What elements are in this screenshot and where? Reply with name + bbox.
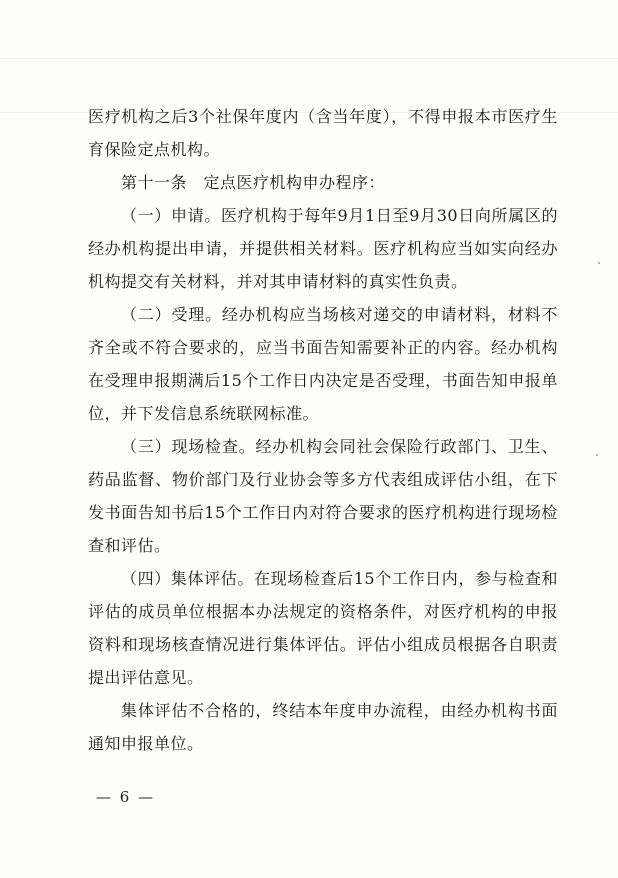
paragraph-continuation: 医疗机构之后3个社保年度内（含当年度），不得申报本市医疗生育保险定点机构。: [88, 107, 558, 159]
body-text: [88, 100, 558, 760]
scan-speck: [596, 454, 598, 456]
paragraph-collective-assessment: （四）集体评估。在现场检查后15个工作日内，参与检查和评估的成员单位根据本办法规定的资格条件，对医疗机构的申报资料和现场核查情况进行集体评估。评估小组成员根据各自职责提出评估意见。: [88, 569, 558, 687]
paragraph-application: （一）申请。医疗机构于每年9月1日至9月30日向所属区的经办机构提出申请，并提供相关材料。医疗机构应当如实向经办机构提交有关材料，并对其申请材料的真实性负责。: [88, 206, 558, 291]
page-number: — 6 —: [96, 788, 156, 806]
scan-artifact-line: [0, 58, 618, 59]
scan-speck: [598, 262, 600, 264]
paragraph-acceptance: （二）受理。经办机构应当场核对递交的申请材料，材料不齐全或不符合要求的，应当书面告知需要补正的内容。经办机构在受理申报期满后15个工作日内决定是否受理，书面告知申报单位，并下发信息系统联网标准。: [88, 305, 558, 423]
paragraph-site-inspection: （三）现场检查。经办机构会同社会保险行政部门、卫生、药品监督、物价部门及行业协会等多方代表组成评估小组，在下发书面告知书后15个工作日内对符合要求的医疗机构进行现场检查和评估。: [88, 437, 558, 555]
paragraph-assessment-failure: 集体评估不合格的，终结本年度申办流程，由经办机构书面通知申报单位。: [88, 701, 558, 753]
article-11-heading: 第十一条 定点医疗机构申办程序：: [121, 173, 386, 192]
